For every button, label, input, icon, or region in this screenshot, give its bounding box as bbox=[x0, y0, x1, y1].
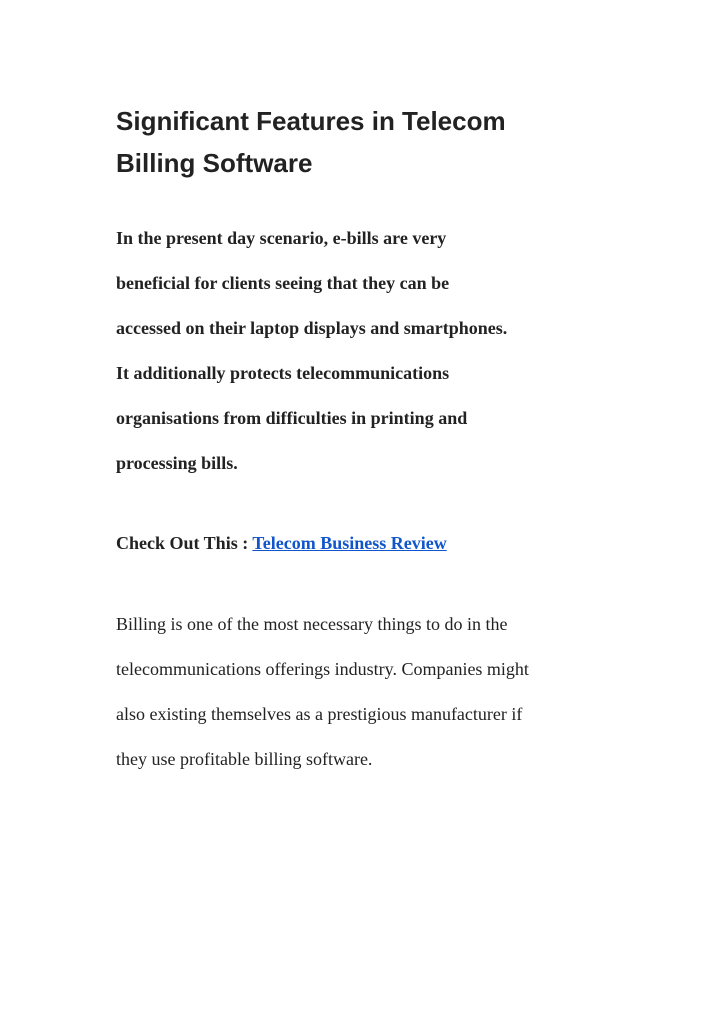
intro-line: In the present day scenario, e-bills are very bbox=[116, 228, 447, 248]
checkout-paragraph bbox=[116, 521, 676, 566]
checkout-label: Check Out This : bbox=[116, 533, 253, 553]
title-line: Billing Software bbox=[116, 148, 313, 178]
body-paragraph bbox=[116, 602, 676, 782]
body-line: also existing themselves as a prestigious manufacturer if bbox=[116, 704, 523, 724]
intro-line: organisations from difficulties in printing and bbox=[116, 408, 468, 428]
body-line: they use profitable billing software. bbox=[116, 749, 373, 769]
intro-line: beneficial for clients seeing that they can be bbox=[116, 273, 450, 293]
page-title bbox=[116, 100, 636, 184]
intro-line: It additionally protects telecommunications bbox=[116, 363, 450, 383]
title-line: Significant Features in Telecom bbox=[116, 106, 506, 136]
intro-paragraph bbox=[116, 216, 676, 486]
intro-line: accessed on their laptop displays and smartphones. bbox=[116, 318, 508, 338]
intro-line: processing bills. bbox=[116, 453, 238, 473]
telecom-business-review-link[interactable]: Telecom Business Review bbox=[252, 533, 447, 553]
body-line: telecommunications offerings industry. Companies might bbox=[116, 659, 529, 679]
body-line: Billing is one of the most necessary things to do in the bbox=[116, 614, 508, 634]
